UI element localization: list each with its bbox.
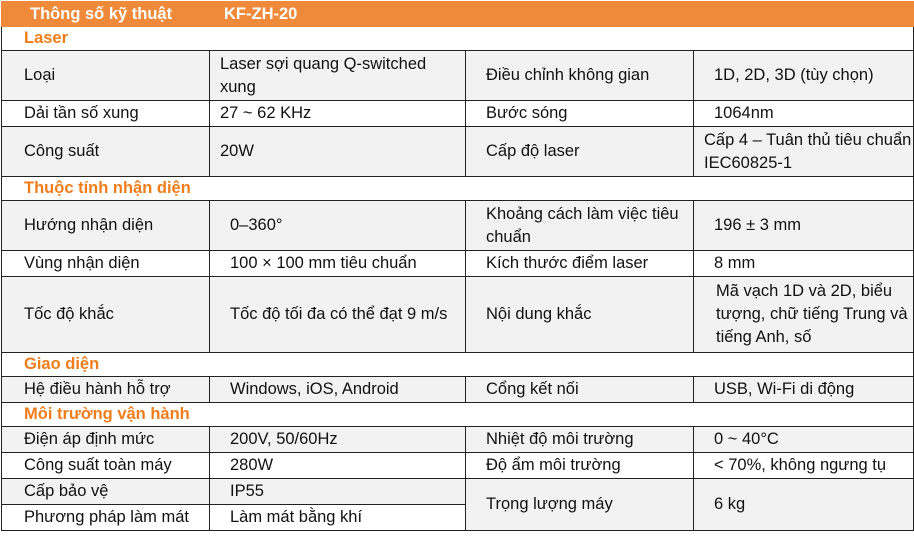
spec-value: USB, Wi-Fi di động [694, 377, 914, 403]
spec-key: Dải tần số xung [2, 101, 210, 127]
section-row [2, 353, 914, 377]
spec-value: 280W [210, 453, 466, 479]
spec-key: Nội dung khắc [466, 277, 694, 353]
spec-value: Cấp 4 – Tuân thủ tiêu chuẩn IEC60825-1 [694, 127, 914, 177]
table-row [2, 251, 914, 277]
spec-value: 27 ~ 62 KHz [210, 101, 466, 127]
table-row [2, 277, 914, 353]
spec-value: Tốc độ tối đa có thể đạt 9 m/s [210, 277, 466, 353]
header-model: KF-ZH-20 [210, 2, 914, 27]
spec-key: Tốc độ khắc [2, 277, 210, 353]
table-row [2, 51, 914, 101]
table-row [2, 453, 914, 479]
spec-key: Cấp bảo vệ [2, 479, 210, 505]
table-row [2, 101, 914, 127]
spec-key: Nhiệt độ môi trường [466, 427, 694, 453]
section-title-interface: Giao diện [2, 353, 914, 377]
spec-value: 100 × 100 mm tiêu chuẩn [210, 251, 466, 277]
spec-key: Trọng lượng máy [466, 479, 694, 531]
spec-value: Mã vạch 1D và 2D, biểu tượng, chữ tiếng Trung và tiếng Anh, số [694, 277, 914, 353]
spec-value: 1D, 2D, 3D (tùy chọn) [694, 51, 914, 101]
header-label: Thông số kỹ thuật [2, 2, 210, 27]
spec-key: Điện áp định mức [2, 427, 210, 453]
spec-value: 200V, 50/60Hz [210, 427, 466, 453]
spec-key: Cấp độ laser [466, 127, 694, 177]
spec-key: Điều chỉnh không gian [466, 51, 694, 101]
section-row [2, 177, 914, 201]
section-title-environment: Môi trường vận hành [2, 403, 914, 427]
spec-key: Công suất toàn máy [2, 453, 210, 479]
spec-key: Kích thước điểm laser [466, 251, 694, 277]
table-row [2, 377, 914, 403]
spec-value: < 70%, không ngưng tụ [694, 453, 914, 479]
spec-key: Loại [2, 51, 210, 101]
section-title-recognition: Thuộc tính nhận diện [2, 177, 914, 201]
spec-value: 196 ± 3 mm [694, 201, 914, 251]
spec-value: 0 ~ 40°C [694, 427, 914, 453]
table-row [2, 127, 914, 177]
table-row [2, 479, 914, 505]
spec-key: Phương pháp làm mát [2, 505, 210, 531]
spec-value: 1064nm [694, 101, 914, 127]
spec-key: Hệ điều hành hỗ trợ [2, 377, 210, 403]
spec-value: Làm mát bằng khí [210, 505, 466, 531]
spec-value: 20W [210, 127, 466, 177]
spec-value: 8 mm [694, 251, 914, 277]
spec-value: 6 kg [694, 479, 914, 531]
table-row [2, 427, 914, 453]
spec-key: Cổng kết nối [466, 377, 694, 403]
spec-value: Laser sợi quang Q-switched xung [210, 51, 466, 101]
spec-value: IP55 [210, 479, 466, 505]
spec-key: Bước sóng [466, 101, 694, 127]
spec-table [1, 1, 914, 531]
spec-key: Hướng nhận diện [2, 201, 210, 251]
table-row [2, 201, 914, 251]
spec-value: 0–360° [210, 201, 466, 251]
spec-key: Khoảng cách làm việc tiêu chuẩn [466, 201, 694, 251]
section-row [2, 27, 914, 51]
table-header-row [2, 2, 914, 27]
spec-value: Windows, iOS, Android [210, 377, 466, 403]
spec-key: Vùng nhận diện [2, 251, 210, 277]
section-title-laser: Laser [2, 27, 914, 51]
spec-key: Công suất [2, 127, 210, 177]
spec-key: Độ ẩm môi trường [466, 453, 694, 479]
section-row [2, 403, 914, 427]
